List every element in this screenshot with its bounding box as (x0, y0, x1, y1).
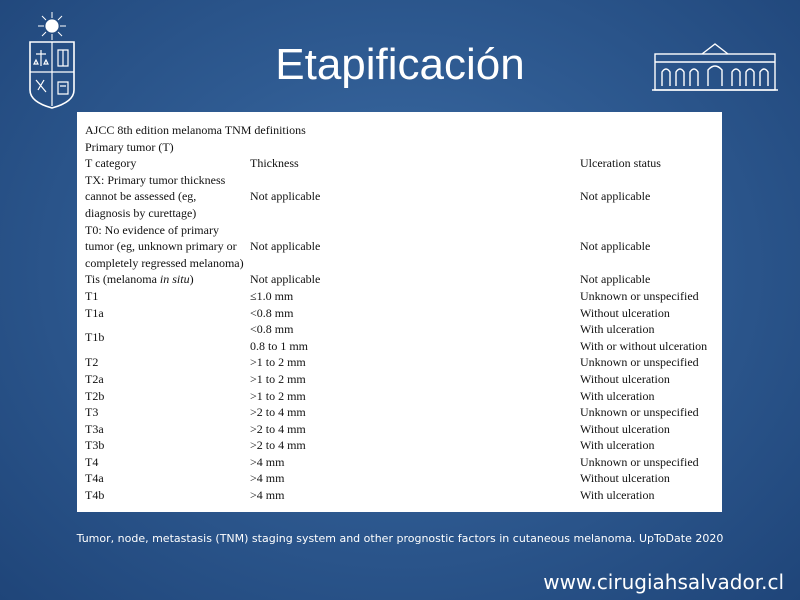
t-category-cell: T1a (85, 305, 104, 320)
t-category-cell: TX: Primary tumor thickness cannot be assessed (eg, diagnosis by curettage) (85, 172, 226, 220)
table-row (85, 321, 715, 354)
table-row (85, 371, 715, 388)
table-row (85, 222, 715, 272)
thickness-cell: >1 to 2 mm (250, 355, 306, 370)
table-row (85, 404, 715, 421)
thickness-cell: >4 mm (250, 454, 285, 469)
thickness-cell: Not applicable (250, 272, 321, 287)
table-row (85, 305, 715, 322)
ulceration-cell: Without ulceration (580, 471, 670, 486)
ulceration-cell: With ulceration With or without ulceration (580, 322, 708, 353)
ulceration-cell: Unknown or unspecified (580, 288, 699, 303)
thickness-cell: <0.8 mm (250, 305, 294, 320)
ulceration-cell: Unknown or unspecified (580, 454, 699, 469)
t-category-cell: T2b (85, 388, 105, 403)
tnm-table (85, 122, 715, 504)
ulceration-cell: Unknown or unspecified (580, 405, 699, 420)
t-category-cell: T4 (85, 454, 99, 469)
t-category-cell: T3a (85, 421, 104, 436)
column-header: Thickness (250, 156, 299, 171)
thickness-cell: Not applicable (250, 189, 321, 204)
thickness-cell: >2 to 4 mm (250, 438, 306, 453)
table-row (85, 470, 715, 487)
table-row (85, 354, 715, 371)
table-row (85, 437, 715, 454)
ulceration-cell: Not applicable (580, 239, 651, 254)
t-category-cell: T3b (85, 438, 105, 453)
thickness-cell: >2 to 4 mm (250, 405, 306, 420)
t-category-cell: T2a (85, 371, 104, 386)
ulceration-cell: With ulceration (580, 488, 655, 503)
table-row (85, 388, 715, 405)
table-heading: AJCC 8th edition melanoma TNM definitions (85, 123, 306, 137)
t-category-cell: T1 (85, 288, 99, 303)
t-category-cell: T4b (85, 488, 105, 503)
thickness-cell: >1 to 2 mm (250, 371, 306, 386)
ulceration-cell: Without ulceration (580, 371, 670, 386)
t-category-cell: T2 (85, 355, 99, 370)
t-category-cell: T4a (85, 471, 104, 486)
table-row (85, 454, 715, 471)
slide-title: Etapificación (275, 40, 525, 89)
column-header: Ulceration status (580, 156, 661, 171)
ulceration-cell: With ulceration (580, 388, 655, 403)
table-row (85, 271, 715, 288)
table-header-row (85, 155, 715, 172)
thickness-cell: ≤1.0 mm (250, 288, 294, 303)
t-category-cell: T0: No evidence of primary tumor (eg, unknown primary or completely regressed melanoma) (85, 222, 244, 270)
t-category-cell: T3 (85, 405, 99, 420)
tnm-table-panel (77, 112, 722, 512)
table-row (85, 487, 715, 504)
column-header: T category (85, 156, 137, 171)
thickness-cell: >2 to 4 mm (250, 421, 306, 436)
slide-caption: Tumor, node, metastasis (TNM) staging system and other prognostic factors in cutaneous melanoma. UpToDate 2020 (76, 532, 724, 545)
thickness-cell: >4 mm (250, 488, 285, 503)
table-row (85, 172, 715, 222)
thickness-cell: <0.8 mm 0.8 to 1 mm (250, 322, 309, 353)
t-category-cell: T1b (85, 330, 105, 345)
ulceration-cell: Without ulceration (580, 305, 670, 320)
thickness-cell: >1 to 2 mm (250, 388, 306, 403)
ulceration-cell: Not applicable (580, 272, 651, 287)
website-url: www.cirugiahsalvador.cl (543, 570, 784, 594)
table-row (85, 421, 715, 438)
thickness-cell: >4 mm (250, 471, 285, 486)
ulceration-cell: Without ulceration (580, 421, 670, 436)
ulceration-cell: Unknown or unspecified (580, 355, 699, 370)
thickness-cell: Not applicable (250, 239, 321, 254)
ulceration-cell: Not applicable (580, 189, 651, 204)
t-category-cell: Tis (melanoma in situ) (85, 272, 194, 287)
ulceration-cell: With ulceration (580, 438, 655, 453)
table-row (85, 288, 715, 305)
table-subheading: Primary tumor (T) (85, 139, 174, 154)
